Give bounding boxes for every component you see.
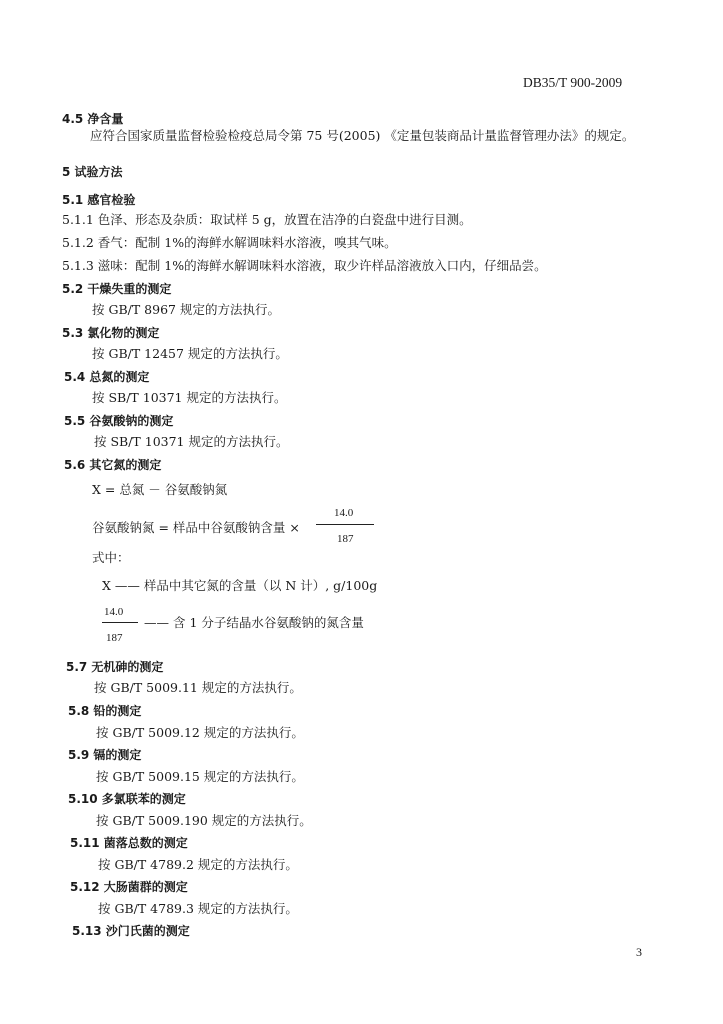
section-5-9-body: 按 GB/T 5009.15 规定的方法执行。 [96, 769, 304, 784]
formula-x: X = 总氮 － 谷氨酸钠氮 [92, 482, 228, 497]
section-5-4-heading: 5.4 总氮的测定 [64, 370, 150, 384]
section-5-3-heading: 5.3 氯化物的测定 [62, 326, 160, 340]
section-5-heading: 5 试验方法 [62, 165, 123, 179]
section-5-5-heading: 5.5 谷氨酸钠的测定 [64, 414, 174, 428]
section-5-1-1: 5.1.1 色泽、形态及杂质：取试样 5 g，放置在洁净的白瓷盘中进行目测。 [62, 212, 472, 227]
section-5-4-body: 按 SB/T 10371 规定的方法执行。 [92, 390, 287, 405]
section-5-11-heading: 5.11 菌落总数的测定 [70, 836, 188, 850]
section-5-11-body: 按 GB/T 4789.2 规定的方法执行。 [98, 857, 298, 872]
document-code: DB35/T 900-2009 [523, 75, 623, 90]
section-4-5-heading: 4.5 净含量 [62, 112, 124, 126]
section-5-10-body: 按 GB/T 5009.190 规定的方法执行。 [96, 813, 312, 828]
section-4-5-body: 应符合国家质量监督检验检疫总局令第 75 号(2005) 《定量包装商品计量监督管理办法》的规定。 [90, 128, 635, 143]
section-5-7-body: 按 GB/T 5009.11 规定的方法执行。 [94, 680, 302, 695]
section-5-8-body: 按 GB/T 5009.12 规定的方法执行。 [96, 725, 304, 740]
section-5-6-heading: 5.6 其它氮的测定 [64, 458, 162, 472]
definition-fraction-bar [102, 622, 138, 623]
definition-fraction-numerator: 14.0 [104, 606, 124, 618]
section-5-12-heading: 5.12 大肠菌群的测定 [70, 880, 188, 894]
section-5-2-heading: 5.2 干燥失重的测定 [62, 282, 172, 296]
section-5-5-body: 按 SB/T 10371 规定的方法执行。 [94, 434, 289, 449]
section-5-3-body: 按 GB/T 12457 规定的方法执行。 [92, 346, 288, 361]
section-5-1-2: 5.1.2 香气：配制 1%的海鲜水解调味料水溶液，嗅其气味。 [62, 235, 397, 250]
section-5-12-body: 按 GB/T 4789.3 规定的方法执行。 [98, 901, 298, 916]
section-5-1-3: 5.1.3 滋味：配制 1%的海鲜水解调味料水溶液，取少许样品溶液放入口内，仔细品尝。 [62, 258, 547, 273]
definition-fraction-denominator: 187 [106, 632, 123, 644]
fraction-denominator: 187 [337, 533, 354, 545]
section-5-9-heading: 5.9 镉的测定 [68, 748, 142, 762]
fraction-bar [316, 524, 374, 525]
formula-sodium-glutamate-nitrogen: 谷氨酸钠氮 = 样品中谷氨酸钠含量 × [92, 520, 300, 535]
page-number: 3 [636, 945, 642, 959]
where-label: 式中： [92, 550, 130, 565]
section-5-10-heading: 5.10 多氯联苯的测定 [68, 792, 186, 806]
fraction-numerator: 14.0 [334, 507, 354, 519]
definition-fraction-text: —— 含 1 分子结晶水谷氨酸钠的氮含量 [144, 615, 364, 630]
section-5-1-heading: 5.1 感官检验 [62, 193, 136, 207]
section-5-2-body: 按 GB/T 8967 规定的方法执行。 [92, 302, 280, 317]
section-5-13-heading: 5.13 沙门氏菌的测定 [72, 924, 190, 938]
section-5-7-heading: 5.7 无机砷的测定 [66, 660, 164, 674]
definition-x: X —— 样品中其它氮的含量（以 N 计）, g/100g [102, 578, 378, 593]
section-5-8-heading: 5.8 铅的测定 [68, 704, 142, 718]
